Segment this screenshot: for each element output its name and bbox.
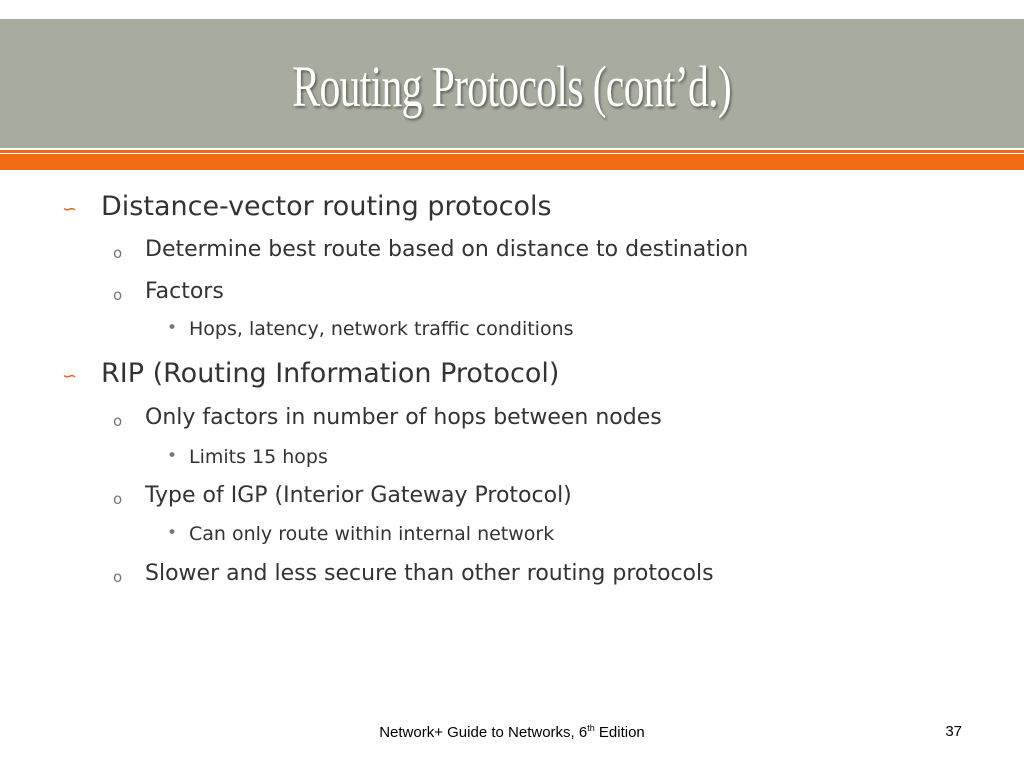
dot-icon: • [167, 446, 178, 466]
bullet-level2: Factors [145, 279, 224, 304]
bullet-level3: Limits 15 hops [189, 446, 328, 468]
bullet-level2: Determine best route based on distance to destination [145, 237, 749, 262]
footer-text-main: Network+ Guide to Networks, 6 [379, 724, 588, 741]
footer-text-edition: Edition [594, 724, 645, 741]
circle-icon: o [113, 412, 123, 430]
circle-icon: o [113, 568, 123, 586]
bullet-level2: Type of IGP (Interior Gateway Protocol) [145, 483, 572, 508]
bullet-level2: Only factors in number of hops between nodes [145, 405, 662, 430]
title-band [0, 19, 1024, 148]
dot-icon: • [167, 318, 178, 338]
accent-line [0, 150, 1024, 153]
bullet-level3: Hops, latency, network traffic conditions [189, 318, 574, 340]
bullet-level2: Slower and less secure than other routing protocols [145, 561, 714, 586]
circle-icon: o [113, 244, 123, 262]
circle-icon: o [113, 490, 123, 508]
ornament-icon: ∽ [62, 199, 78, 220]
bullet-level3: Can only route within internal network [189, 523, 555, 545]
footer-superscript: th [587, 723, 595, 733]
circle-icon: o [113, 286, 123, 304]
footer-text [0, 723, 1024, 741]
slide-title: Routing Protocols (cont’d.) [292, 54, 732, 119]
accent-bar [0, 154, 1024, 170]
ornament-icon: ∽ [62, 366, 78, 387]
bullet-level1: Distance-vector routing protocols [101, 191, 552, 222]
dot-icon: • [167, 523, 178, 543]
bullet-level1: RIP (Routing Information Protocol) [101, 358, 560, 389]
page-number: 37 [945, 723, 962, 740]
